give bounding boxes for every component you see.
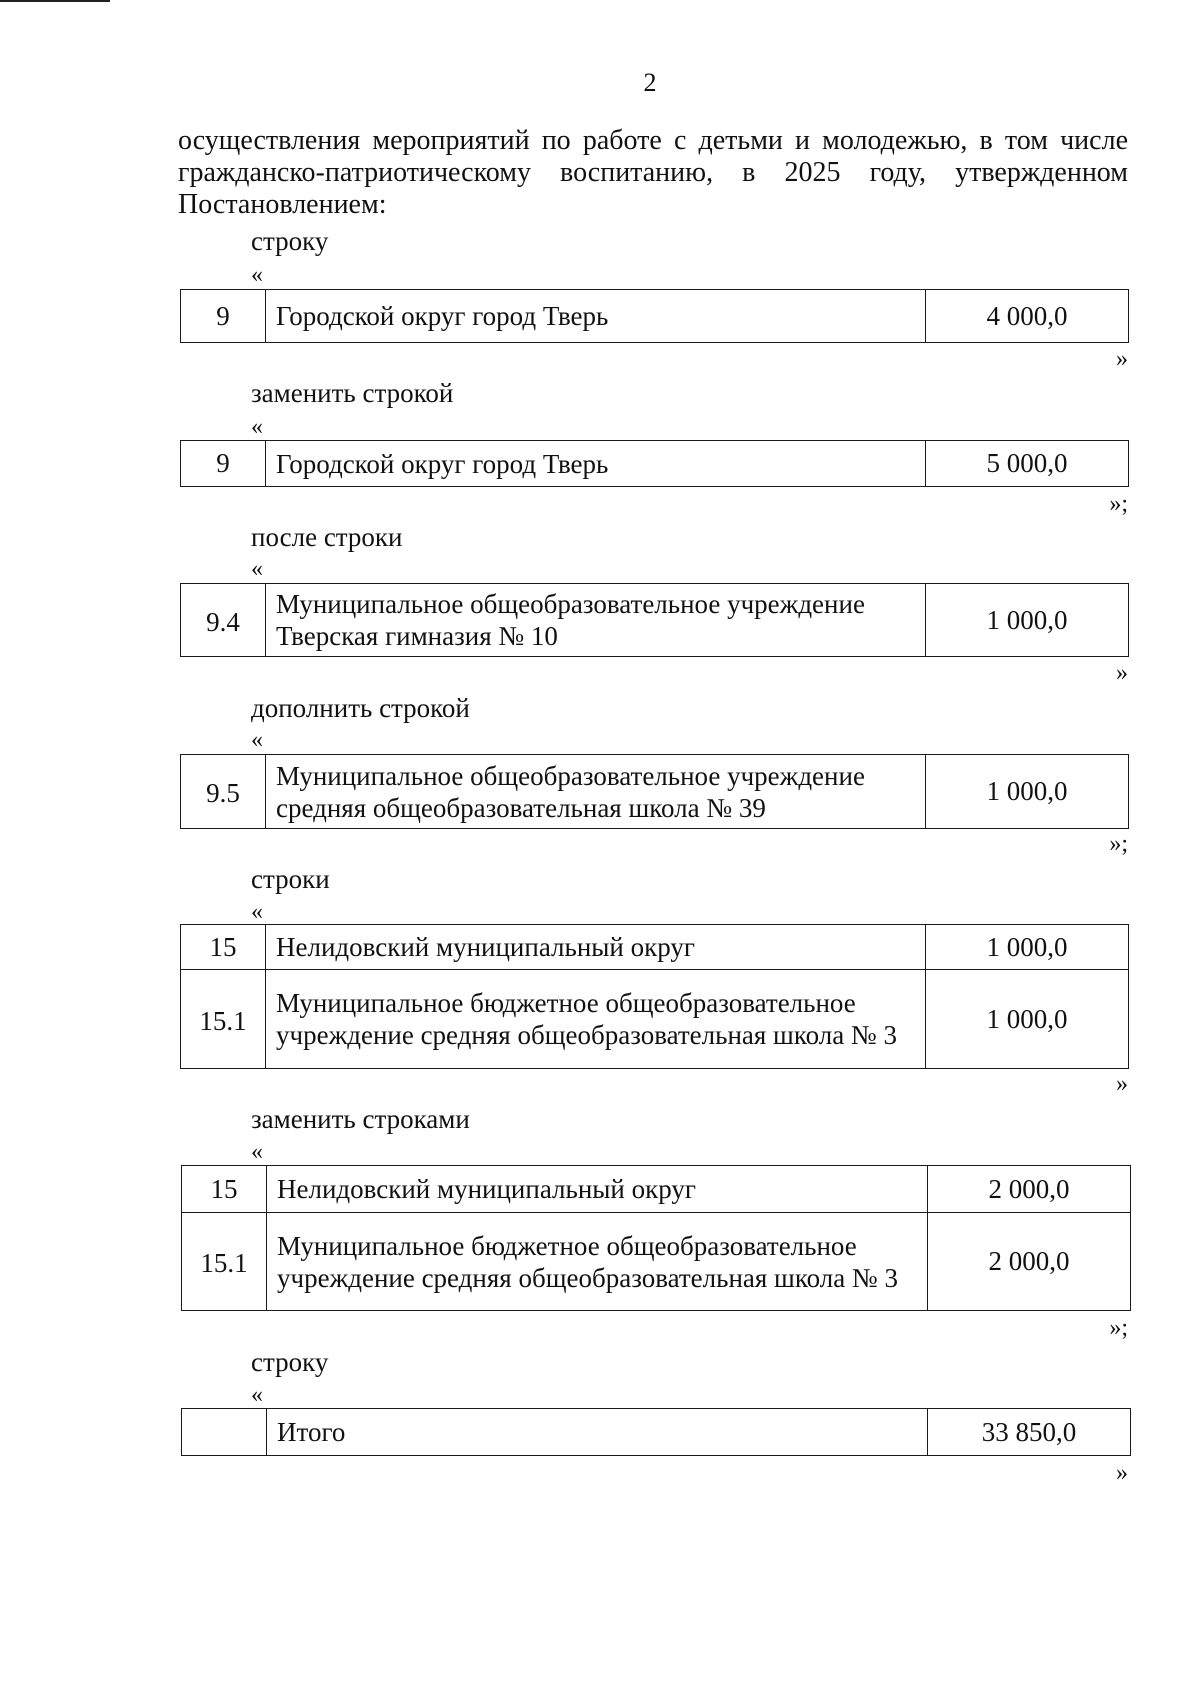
section-label: заменить строкой bbox=[251, 378, 454, 408]
row-value-cell: 2 000,0 bbox=[928, 1213, 1131, 1311]
row-value-cell: 1 000,0 bbox=[926, 755, 1129, 829]
row-value-cell: 4 000,0 bbox=[926, 290, 1129, 343]
row-value-cell: 33 850,0 bbox=[928, 1409, 1131, 1456]
row-number-cell: 9 bbox=[181, 290, 266, 343]
row-value-cell: 1 000,0 bbox=[926, 970, 1129, 1069]
opening-quote: « bbox=[251, 414, 263, 440]
closing-quote: » bbox=[1116, 1460, 1128, 1486]
row-name-cell: Муниципальное общеобразовательное учреждение средняя общеобразовательная школа № 39 bbox=[266, 755, 926, 829]
row-number-cell: 9 bbox=[181, 441, 266, 487]
row-number-cell: 9.5 bbox=[181, 755, 266, 829]
closing-quote: »; bbox=[1109, 491, 1128, 517]
row-name-cell: Муниципальное общеобразовательное учреждение Тверская гимназия № 10 bbox=[266, 584, 926, 657]
opening-quote: « bbox=[251, 556, 263, 582]
amendment-table bbox=[181, 1408, 1131, 1456]
page-number: 2 bbox=[643, 68, 657, 97]
section-label: строку bbox=[251, 226, 329, 256]
amendment-table bbox=[180, 583, 1129, 657]
section-label: строку bbox=[251, 1347, 329, 1377]
table-row bbox=[182, 1409, 1131, 1456]
section-label: заменить строками bbox=[251, 1104, 470, 1134]
row-name-cell: Городской округ город Тверь bbox=[266, 441, 926, 487]
table-row bbox=[182, 1166, 1131, 1213]
amendment-table bbox=[181, 1165, 1131, 1311]
row-value-cell: 1 000,0 bbox=[926, 584, 1129, 657]
row-value-cell: 5 000,0 bbox=[926, 441, 1129, 487]
row-number-cell: 15 bbox=[182, 1166, 267, 1213]
amendment-table bbox=[180, 754, 1129, 829]
section-label: строки bbox=[251, 864, 330, 894]
table-row bbox=[181, 441, 1129, 487]
row-name-cell: Городской округ город Тверь bbox=[266, 290, 926, 343]
row-number-cell: 15.1 bbox=[181, 970, 266, 1069]
row-name-cell: Нелидовский муниципальный округ bbox=[267, 1166, 928, 1213]
row-number-cell: 15 bbox=[181, 925, 266, 970]
amendment-table bbox=[180, 289, 1129, 343]
closing-quote: » bbox=[1116, 1071, 1128, 1097]
table-row bbox=[181, 290, 1129, 343]
table-row bbox=[181, 925, 1129, 970]
row-number-cell: 15.1 bbox=[182, 1213, 267, 1311]
scan-edge-mark bbox=[0, 0, 110, 2]
closing-quote: »; bbox=[1109, 831, 1128, 857]
opening-quote: « bbox=[251, 262, 263, 288]
table-row bbox=[181, 755, 1129, 829]
section-label: после строки bbox=[251, 522, 403, 552]
table-row bbox=[182, 1213, 1131, 1311]
table-row bbox=[181, 584, 1129, 657]
row-value-cell: 1 000,0 bbox=[926, 925, 1129, 970]
closing-quote: » bbox=[1116, 660, 1128, 686]
intro-paragraph: осуществления мероприятий по работе с детьми и молодежью, в том числе гражданско-патриотическому воспитанию, в 2025 году, утвержденном Постановлением: bbox=[178, 125, 1128, 220]
row-name-cell: Муниципальное бюджетное общеобразовательное учреждение средняя общеобразовательная школа № 3 bbox=[266, 970, 926, 1069]
closing-quote: » bbox=[1116, 346, 1128, 372]
section-label: дополнить строкой bbox=[251, 693, 470, 723]
row-name-cell: Муниципальное бюджетное общеобразовательное учреждение средняя общеобразовательная школа № 3 bbox=[267, 1213, 928, 1311]
amendment-table bbox=[180, 440, 1129, 487]
opening-quote: « bbox=[251, 899, 263, 925]
opening-quote: « bbox=[251, 727, 263, 753]
opening-quote: « bbox=[251, 1139, 263, 1165]
opening-quote: « bbox=[251, 1382, 263, 1408]
row-number-cell: 9.4 bbox=[181, 584, 266, 657]
table-row bbox=[181, 970, 1129, 1069]
row-value-cell: 2 000,0 bbox=[928, 1166, 1131, 1213]
row-name-cell: Нелидовский муниципальный округ bbox=[266, 925, 926, 970]
closing-quote: »; bbox=[1109, 1315, 1128, 1341]
amendment-table bbox=[180, 924, 1129, 1069]
row-number-cell bbox=[182, 1409, 267, 1456]
row-name-cell: Итого bbox=[267, 1409, 928, 1456]
